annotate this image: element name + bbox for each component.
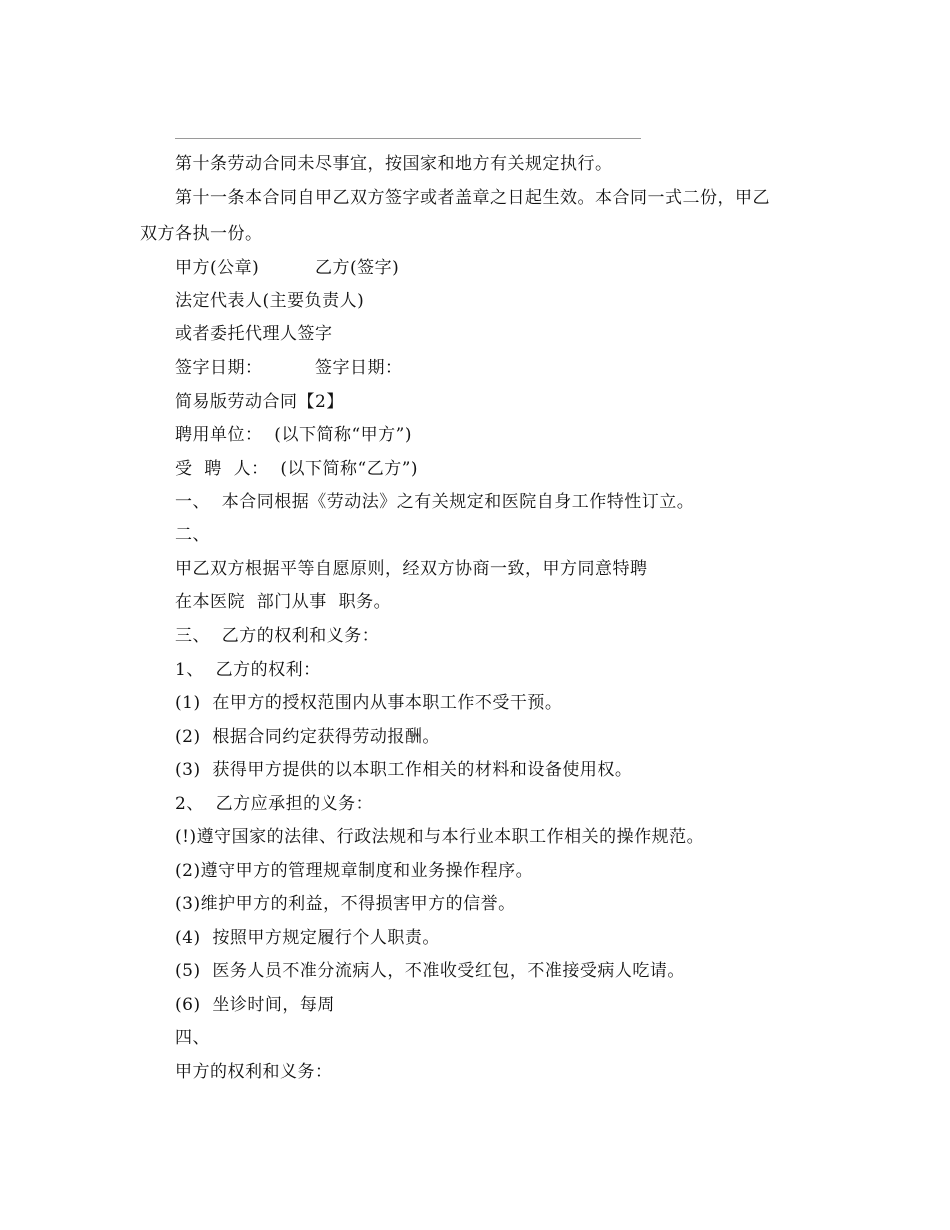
employer-line: 聘用单位： (以下简称“甲方”) [175,425,412,445]
article-11-line-2: 双方各执一份。 [140,224,263,244]
sign-date-b-label: 签字日期： [315,358,403,378]
header-rule [175,138,641,139]
duty-item-5: (5) 医务人员不准分流病人，不准收受红包，不准接受病人吃请。 [175,961,685,981]
duty-item-3: (3)维护甲方的利益，不得损害甲方的信誉。 [175,894,516,914]
employee-line: 受 聘 人： (以下简称“乙方”) [175,459,419,479]
party-b-sign-label: 乙方(签字) [315,258,400,278]
party-a-seal-label: 甲方(公章) [175,258,260,278]
contract-2-title: 简易版劳动合同【2】 [175,392,344,412]
article-11-line-1: 第十一条本合同自甲乙双方签字或者盖章之日起生效。本合同一式二份，甲乙 [175,188,770,208]
section-1: 一、 本合同根据《劳动法》之有关规定和医院自身工作特性订立。 [175,492,695,512]
article-10: 第十条劳动合同未尽事宜，按国家和地方有关规定执行。 [175,154,613,174]
duty-item-6: (6) 坐诊时间，每周 [175,995,335,1015]
section-2-body-2: 在本医院 部门从事 职务。 [175,592,392,612]
sign-date-a-label: 签字日期： [175,358,263,378]
right-item-1: (1) 在甲方的授权范围内从事本职工作不受干预。 [175,693,563,713]
section-2-body: 甲乙双方根据平等自愿原则，经双方协商一致，甲方同意特聘 [175,559,648,579]
legal-representative-label: 法定代表人(主要负责人) [175,291,365,311]
duty-item-1: (!)遵守国家的法律、行政法规和与本行业本职工作相关的操作规范。 [175,827,705,847]
right-item-2: (2) 根据合同约定获得劳动报酬。 [175,727,440,747]
duty-item-2: (2)遵守甲方的管理规章制度和业务操作程序。 [175,861,534,881]
section-3-2-heading: 2、 乙方应承担的义务： [175,794,374,814]
right-item-3: (3) 获得甲方提供的以本职工作相关的材料和设备使用权。 [175,760,633,780]
section-3-1-heading: 1、 乙方的权利： [175,660,321,680]
section-4-body: 甲方的权利和义务： [175,1062,333,1082]
agent-sign-label: 或者委托代理人签字 [175,324,333,344]
duty-item-4: (4) 按照甲方规定履行个人职责。 [175,928,440,948]
section-4-heading: 四、 [175,1028,210,1048]
section-3-heading: 三、 乙方的权利和义务： [175,626,380,646]
section-2-heading: 二、 [175,525,210,545]
